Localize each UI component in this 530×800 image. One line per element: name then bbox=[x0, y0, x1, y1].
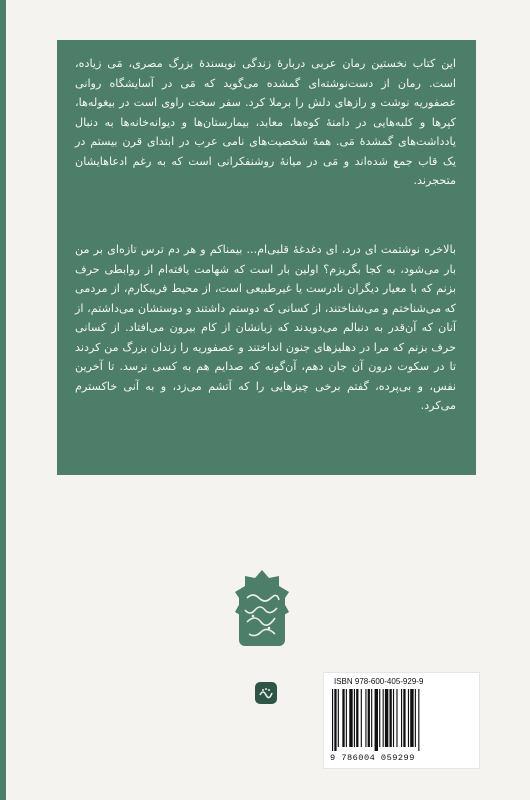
quote-text: بالاخره نوشتمت ای درد، ای دغدغهٔ قلبی‌ام... بیمناکم و هر دم ترس تازه‌ای بر من بار می‌شود، به کجا بگریزم؟ اولین بار است که شهامت یافته‌ام از روابطی حرف بزنم که با معیار دیگران نادرست یا غیرطبیعی است، از محیط فریبکارم، از مردمی که می‌شناختم و می‌شناختند، از کسانی که دوستم داشتند و دوستشان می‌داشتم، از آنان که آن‌قدر به دنبالم می‌دویدند که زبانشان از کام بیرون می‌افتاد. از کسانی حرف بزنم که مرا در دهلیزهای جنون انداختند و عصفوریه را زندان بزرگ من کردند تا در سکوت درون آن جان دهم، آن‌گونه که صدایم هم به کسی نرسد. تا آخرین نفس، و بی‌پرده، گفتم برخی چیزهایی را که آتشم می‌زد، و به آنی خاکسترم می‌کرد. bbox=[75, 243, 456, 412]
barcode-number: 9 786004 059299 bbox=[330, 753, 415, 763]
spine-edge bbox=[0, 0, 6, 800]
intro-text: این کتاب نخستین رمان عربی دربارهٔ زندگی نویسندهٔ بزرگ مصری، مَی زیاده، است. رمان از دست‌نوشته‌ای گمشده می‌گوید که مَی در آسایشگاه روانی عصفوریه نوشت و رازهای دلش را برملا کرد. سفر سخت راوی است در بیغوله‌ها، کپرها و کلبه‌هایی در دامنهٔ کوه‌ها، معابد، بیمارستان‌ها و دیوانه‌خانه‌ها به دنبال یادداشت‌های گمشدهٔ مَی. همهٔ شخصیت‌های نامی عرب در ابتدای قرن بیستم در یک قاب جمع شده‌اند و مَی در میانهٔ روشنفکرانی است که به رغم ادعاهایشان متحجرند. bbox=[75, 57, 456, 187]
isbn-label: ISBN 978-600-405-929-9 bbox=[334, 677, 424, 686]
quote-paragraph bbox=[75, 240, 456, 416]
barcode-icon bbox=[330, 689, 473, 751]
intro-paragraph bbox=[75, 54, 456, 191]
isbn-barcode bbox=[323, 672, 480, 769]
series-badge-icon bbox=[233, 568, 291, 650]
publisher-logo-icon bbox=[255, 682, 277, 704]
synopsis-panel bbox=[57, 40, 476, 475]
